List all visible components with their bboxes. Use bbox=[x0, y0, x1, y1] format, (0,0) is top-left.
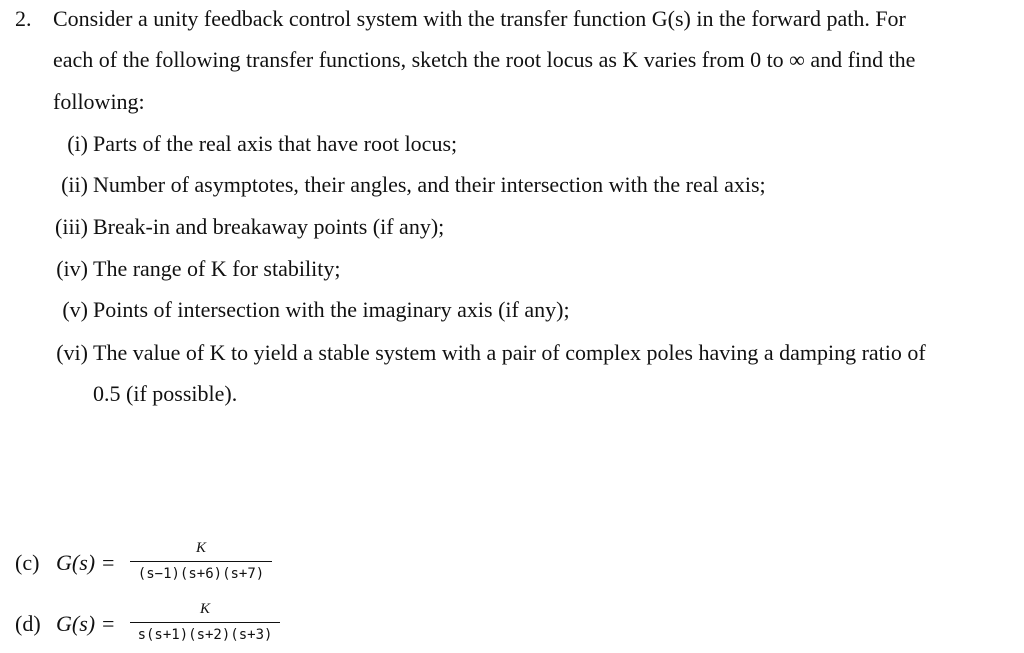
continuation-text: 0.5 (if possible). bbox=[93, 381, 238, 406]
fraction bbox=[130, 538, 272, 588]
equation-label bbox=[15, 611, 116, 637]
denominator: (s−1)(s+6)(s+7) bbox=[137, 566, 265, 582]
intro-line-1 bbox=[15, 6, 906, 32]
intro-text-1: Consider a unity feedback control system with the transfer function G(s) in the forward path. For bbox=[53, 6, 906, 31]
item-label: (v) bbox=[62, 297, 88, 322]
item-vi-continuation bbox=[93, 381, 237, 407]
equation-label-text: (d) bbox=[15, 611, 41, 636]
item-text: The range of K for stability; bbox=[93, 256, 341, 281]
fraction bbox=[130, 599, 280, 649]
equation-lhs: G(s) = bbox=[56, 611, 116, 636]
item-text: The value of K to yield a stable system with a pair of complex poles having a damping ratio of bbox=[93, 340, 926, 365]
item-text: Points of intersection with the imaginary axis (if any); bbox=[93, 297, 570, 322]
intro-text-3: following: bbox=[53, 89, 145, 114]
equation-lhs: G(s) = bbox=[56, 550, 116, 575]
denominator: s(s+1)(s+2)(s+3) bbox=[137, 627, 273, 643]
item-text: Number of asymptotes, their angles, and their intersection with the real axis; bbox=[93, 172, 766, 197]
fraction-bar bbox=[130, 561, 272, 562]
item-label: (i) bbox=[67, 131, 88, 156]
equation-label bbox=[15, 550, 116, 576]
intro-line-2 bbox=[53, 47, 915, 73]
item-label: (ii) bbox=[61, 172, 88, 197]
item-label: (vi) bbox=[56, 340, 88, 365]
item-label: (iii) bbox=[55, 214, 88, 239]
intro-line-3 bbox=[53, 89, 145, 115]
numerator: K bbox=[199, 601, 210, 617]
equation-label-text: (c) bbox=[15, 550, 40, 575]
numerator: K bbox=[195, 540, 206, 556]
fraction-bar bbox=[130, 622, 280, 623]
problem-number: 2. bbox=[15, 6, 32, 31]
item-text: Parts of the real axis that have root locus; bbox=[93, 131, 458, 156]
item-label: (iv) bbox=[56, 256, 88, 281]
item-text: Break-in and breakaway points (if any); bbox=[93, 214, 445, 239]
intro-text-2: each of the following transfer functions, sketch the root locus as K varies from 0 to ∞ and find the bbox=[53, 47, 916, 72]
